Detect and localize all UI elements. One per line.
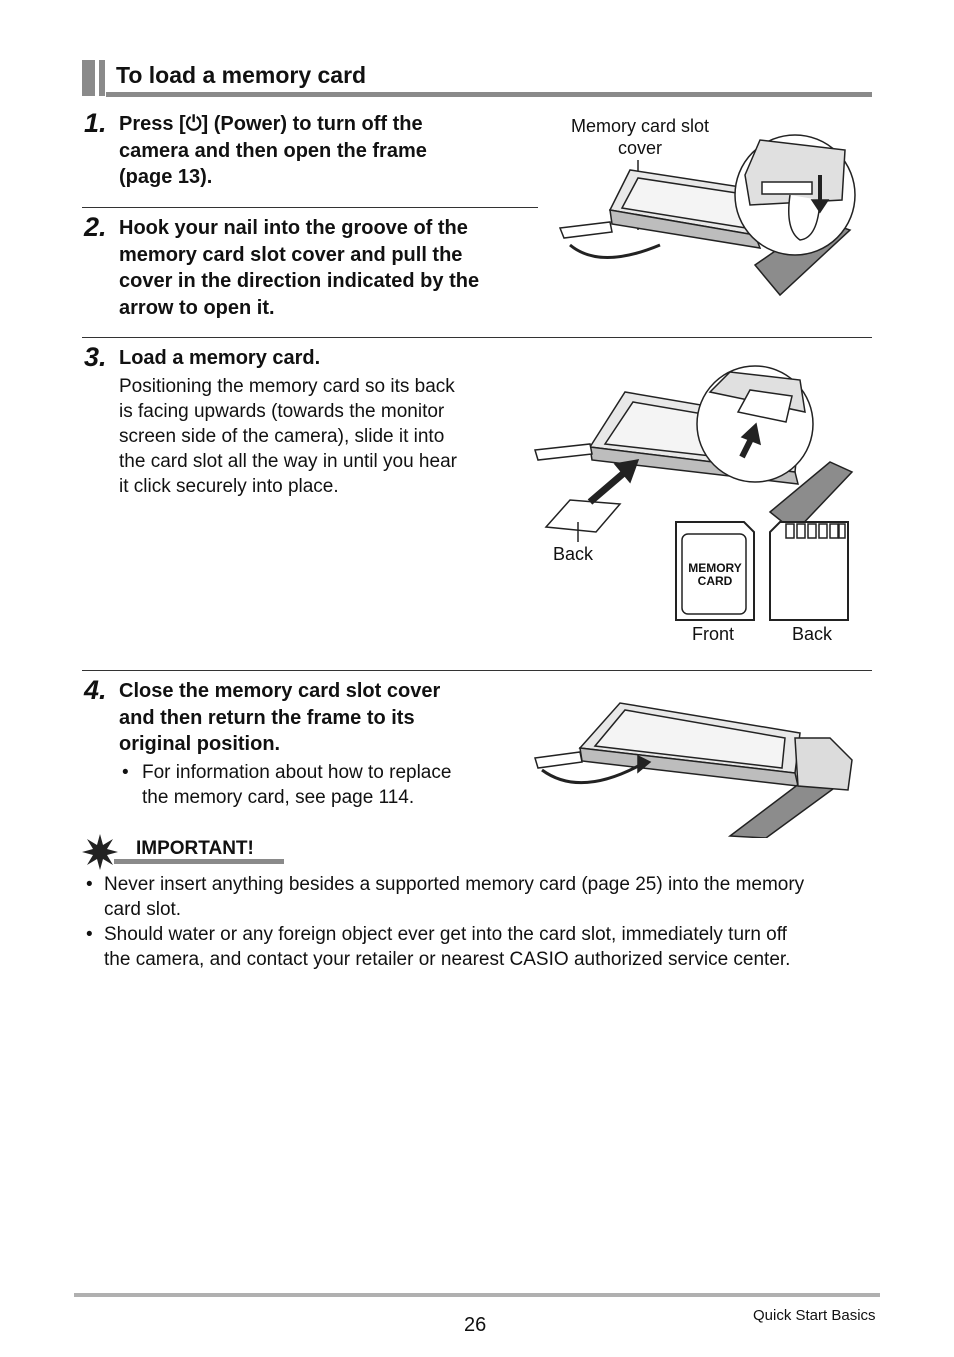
step-number: 3. [84, 342, 107, 372]
list-item [86, 872, 876, 922]
insert-arrow [590, 472, 625, 502]
slot-cover [535, 444, 592, 460]
body-line: Positioning the memory card so its back [119, 376, 455, 397]
divider [82, 207, 538, 208]
bullet-line: the camera, and contact your retailer or nearest CASIO authorized service center. [104, 949, 791, 970]
heading-block [99, 60, 105, 96]
bullet-line: Never insert anything besides a supported memory card (page 25) into the memory [104, 874, 805, 895]
step-4-text [119, 678, 440, 758]
step-text-line: Press [⏻] (Power) to turn off the [119, 113, 423, 135]
bullet-line: Should water or any foreign object ever get into the card slot, immediately turn off [104, 924, 787, 945]
step-1-text [119, 111, 427, 191]
divider [82, 337, 872, 338]
list-item [86, 922, 876, 972]
step-text-line: (page 13). [119, 166, 213, 188]
memory-card-back-icon [766, 520, 852, 624]
step-4-bullet [122, 760, 451, 810]
memory-card-label [682, 562, 748, 588]
step-text-line: camera and then open the frame [119, 139, 427, 162]
heading-rule [106, 92, 872, 97]
bullet-line: For information about how to replace [142, 762, 452, 783]
heading-block [82, 60, 95, 96]
body-line: it click securely into place. [119, 476, 339, 497]
detail-body [745, 140, 845, 205]
section-heading [82, 60, 872, 98]
bullet-dot: • [86, 874, 93, 895]
card-back-label: Back [553, 544, 594, 564]
label-line: CARD [697, 574, 733, 588]
insert-card-illustration [530, 352, 860, 544]
important-icon [82, 834, 118, 870]
section-title: To load a memory card [116, 62, 367, 88]
step-text-line: arrow to open it. [119, 296, 275, 319]
step-2-text [119, 215, 479, 321]
footer-rule [74, 1293, 880, 1297]
divider [82, 670, 872, 671]
step-number: 4. [84, 675, 107, 705]
step-text-line: original position. [119, 733, 281, 755]
closed-camera-illustration [530, 698, 860, 838]
bullet-dot: • [122, 762, 129, 783]
bullet-line: the memory card, see page 114. [142, 787, 415, 808]
step-text-line: memory card slot cover and pull the [119, 243, 463, 266]
open-arrow [570, 245, 660, 258]
step-number: 1. [84, 108, 107, 138]
footer-section: Quick Start Basics [753, 1307, 876, 1324]
page-number: 26 [464, 1314, 487, 1336]
step-text-line: cover in the direction indicated by the [119, 270, 480, 292]
step-number: 2. [84, 212, 107, 242]
step-text-line: and then return the frame to its [119, 706, 415, 729]
body-line: screen side of the camera), slide it into [119, 426, 445, 447]
detail-slot [762, 182, 812, 194]
camera-hinge [795, 738, 852, 790]
important-bullets [86, 872, 876, 972]
step-text-line: Close the memory card slot cover [119, 680, 441, 702]
card-front-label: Front [692, 624, 735, 644]
body-line: the card slot all the way in until you hear [119, 451, 457, 472]
label-line: Memory card slot [570, 116, 710, 136]
camera-open-cover-illustration [550, 120, 860, 300]
slot-cover [560, 222, 612, 238]
step-text-line: Hook your nail into the groove of the [119, 217, 468, 239]
label-line: cover [617, 138, 662, 158]
step-3-body [119, 374, 457, 499]
card-back-label-2: Back [792, 624, 833, 644]
body-line: is facing upwards (towards the monitor [119, 401, 445, 422]
bullet-dot: • [86, 924, 93, 945]
memory-card [546, 500, 620, 532]
slot-cover [535, 752, 582, 768]
step-3-title: Load a memory card. [119, 347, 321, 369]
label-line: MEMORY [688, 561, 742, 575]
important-title: IMPORTANT! [136, 838, 254, 859]
bullet-line: card slot. [104, 899, 182, 920]
